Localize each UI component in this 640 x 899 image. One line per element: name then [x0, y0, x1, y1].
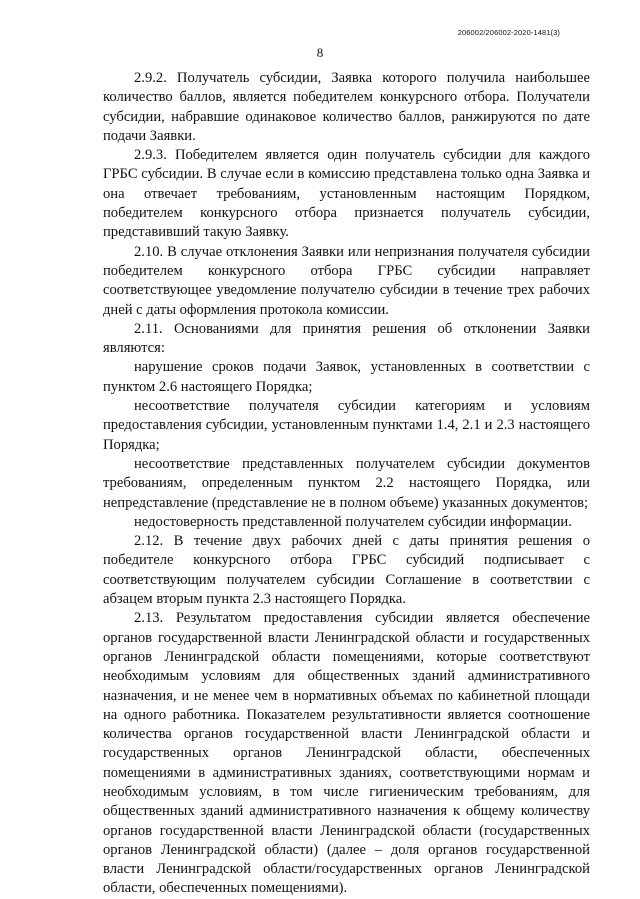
paragraph-2-11: 2.11. Основаниями для принятия решения об отклонении Заявки являются:	[103, 320, 590, 357]
paragraph-2-9-3: 2.9.3. Победителем является один получатель субсидии для каждого ГРБС субсидии. В случае если в комиссию представлена только одна Заявка и она отвечает требованиям, установленным настоящим Порядком, победителем конкурсного отбора признается получатель субсидии, представивший такую Заявку.	[103, 147, 590, 241]
paragraph-2-9-2: 2.9.2. Получатель субсидии, Заявка которого получила наибольшее количество баллов, является победителем конкурсного отбора. Получатели субсидии, набравшие одинаковое количество баллов, ранжируются по дате подачи Заявки.	[103, 70, 590, 144]
list-item-reason-2: несоответствие получателя субсидии категориям и условиям предоставления субсидии, установленным пунктами 1.4, 2.1 и 2.3 настоящего Порядка;	[103, 398, 590, 453]
paragraph-2-12: 2.12. В течение двух рабочих дней с даты принятия решения о победителе конкурсного отбора ГРБС субсидий подписывает с соответствующим получателем субсидии Соглашение в соответствии с абзацем вторым пункта 2.3 настоящего Порядка.	[103, 533, 590, 608]
paragraph-2-13: 2.13. Результатом предоставления субсидии является обеспечение органов государственной власти Ленинградской области и государственных органов Ленинградской области помещениями, которые соответствуют необходимым условиям для общественных зданий административного назначения, и не менее чем в нормативных объемах по кабинетной площади на одного работника. Показателем результативности является соотношение количества органов государственной власти Ленинградской области и государственных органов Ленинградской области, обеспеченных помещениями в административных зданиях, соответствующими нормам и необходимым условиям, в том числе гигиеническим требованиям, для общественных зданий административного назначения к общему количеству органов государственной власти Ленинградской области (государственных органов Ленинградской области) (далее – доля органов государственной власти Ленинградской области/государственных органов Ленинградской области, обеспеченных помещениями).	[103, 610, 590, 897]
list-item-reason-4: недостоверность представленной получателем субсидии информации.	[134, 513, 572, 530]
list-item-reason-3: несоответствие представленных получателем субсидии документов требованиям, определенным пунктом 2.2 настоящего Порядка, или непредставление (представление не в полном объеме) указанных документов;	[103, 455, 590, 511]
page-number: 8	[316, 45, 324, 60]
paragraph-2-10: 2.10. В случае отклонения Заявки или непризнания получателя субсидии победителем конкурсного отбора ГРБС субсидии направляет соответствующее уведомление получателю субсидии в течение трех рабочих дней с даты оформления протокола комиссии.	[103, 243, 590, 318]
list-item-reason-1: нарушение сроков подачи Заявок, установленных в соответствии с пунктом 2.6 настоящего Порядка;	[103, 359, 590, 395]
document-id: 206002/206002-2020-1481(3)	[457, 28, 560, 37]
document-body	[103, 69, 590, 899]
